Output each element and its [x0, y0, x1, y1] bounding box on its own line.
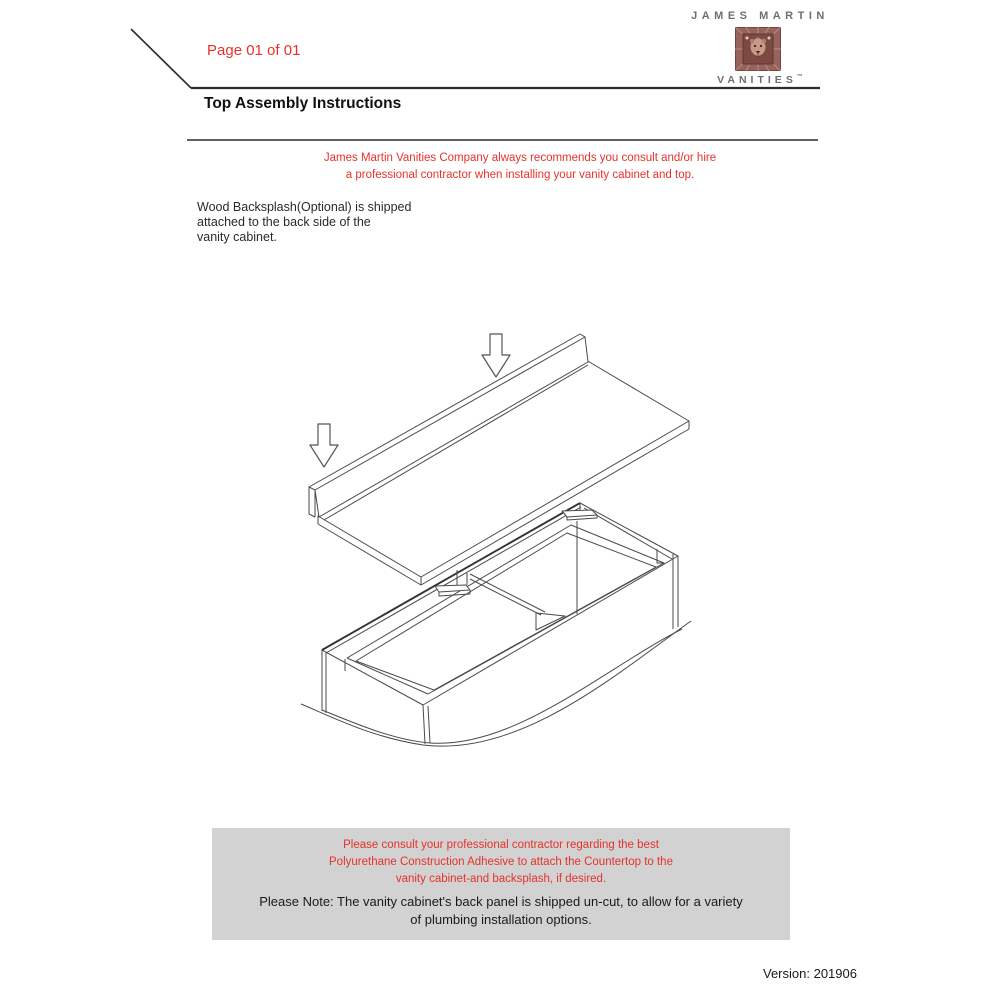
plumbing-note-line: Please Note: The vanity cabinet's back panel is shipped un-cut, to allow for a variety: [259, 894, 743, 909]
adhesive-note-line: Please consult your professional contractor regarding the best: [343, 839, 659, 851]
brand-wordmark-top: JAMES MARTIN: [691, 10, 829, 22]
backsplash-top-edge: [309, 334, 585, 487]
consult-disclaimer: [40, 150, 1000, 184]
back-panel-inner-top-edge: [326, 507, 581, 653]
mounting-cleat-back: [562, 510, 597, 517]
down-arrow-top-icon: [482, 334, 510, 377]
countertop-corner-edges: [318, 421, 689, 585]
countertop-bottom-edge: [318, 429, 689, 585]
countertop-with-backsplash: [309, 334, 689, 585]
note-line: attached to the back side of the: [197, 215, 371, 230]
mounting-cleat-back-edge: [567, 515, 597, 520]
page-label: Page 01 of 01: [207, 42, 301, 59]
down-arrow-left-icon: [310, 424, 338, 467]
corner-diagonal-line: [131, 29, 191, 88]
cabinet-rim-inner-b: [356, 533, 656, 690]
adhesive-note: [212, 837, 790, 888]
backsplash-joint-line: [324, 365, 588, 520]
front-corner-edges: [423, 705, 430, 744]
right-corner-edges: [673, 554, 678, 629]
divider-gusset: [536, 613, 565, 630]
disclaimer-line: a professional contractor when installing your vanity cabinet and top.: [345, 169, 695, 181]
brand-wordmark-bottom: VANITIES™: [717, 74, 803, 86]
mounting-cleat-front: [435, 585, 470, 592]
cabinet-rim-outer: [322, 503, 678, 705]
version-label: Version: 201906: [763, 966, 857, 981]
note-line: vanity cabinet.: [197, 230, 277, 245]
divider-top-edges: [470, 574, 545, 615]
divider-and-cleats: [435, 510, 597, 630]
adhesive-note-line: vanity cabinet-and backsplash, if desired.: [395, 873, 607, 885]
disclaimer-line: James Martin Vanities Company always recommends you consult and/or hire: [323, 152, 717, 164]
backsplash-end-face: [309, 487, 315, 517]
back-panel-top-edge: [322, 503, 580, 650]
lion-crest-icon: [735, 27, 781, 71]
page-title: Top Assembly Instructions: [204, 95, 402, 112]
instruction-note: [197, 200, 411, 246]
right-rail-inner-edge: [584, 508, 672, 559]
plumbing-note-line: of plumbing installation options.: [410, 912, 592, 927]
adhesive-note-box: [212, 828, 790, 940]
wavy-break-inner: [322, 629, 682, 743]
adhesive-note-line: Polyurethane Construction Adhesive to attach the Countertop to the: [329, 856, 673, 868]
right-end-gusset: [657, 549, 664, 563]
vanity-cabinet-frame: [301, 503, 691, 746]
brand-logo: [683, 10, 833, 86]
cabinet-rim-inner-a: [347, 525, 664, 694]
trademark-symbol: ™: [796, 74, 803, 80]
mounting-cleat-front-edge: [439, 590, 470, 596]
cleat-support-edges: [457, 570, 467, 585]
wavy-break-outer: [301, 621, 691, 746]
left-corner-edges: [322, 650, 326, 713]
countertop-top-face: [318, 360, 689, 577]
backsplash-front-face: [315, 337, 588, 517]
plumbing-note: [212, 893, 790, 929]
note-line: Wood Backsplash(Optional) is shipped: [197, 200, 412, 214]
